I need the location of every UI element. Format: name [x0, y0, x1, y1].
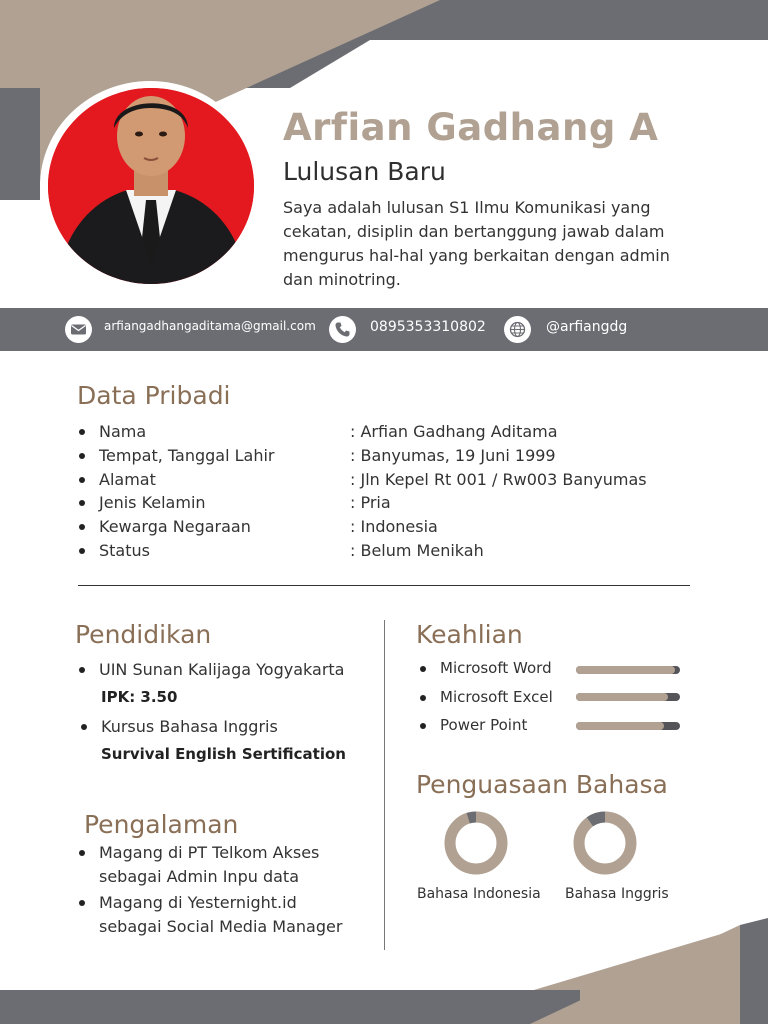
- experience-title: Pengalaman: [84, 810, 239, 839]
- education-item: UIN Sunan Kalijaga Yogyakarta: [99, 660, 345, 679]
- skill-bar: [576, 693, 680, 701]
- language-name: Bahasa Inggris: [565, 886, 669, 902]
- personal-label: Status: [99, 541, 150, 560]
- personal-value: : Banyumas, 19 Juni 1999: [350, 446, 556, 465]
- mail-icon: [65, 316, 92, 343]
- full-name: Arfian Gadhang A: [283, 106, 659, 149]
- bio-text: Saya adalah lulusan S1 Ilmu Komunikasi yang cekatan, disiplin dan bertanggung jawab dalam mengurus hal-hal yang berkaitan dengan admin dan minotring.: [283, 198, 670, 289]
- personal-label: Jenis Kelamin: [99, 493, 206, 512]
- experience-item-detail: sebagai Admin Inpu data: [99, 867, 299, 886]
- personal-label: Kewarga Negaraan: [99, 517, 251, 536]
- personal-value: : Indonesia: [350, 517, 438, 536]
- language-donut: [443, 810, 509, 876]
- phone-text[interactable]: 0895353310802: [370, 319, 486, 335]
- personal-value: : Arfian Gadhang Aditama: [350, 422, 558, 441]
- experience-item: Magang di PT Telkom Akses: [99, 843, 320, 862]
- phone-icon: [329, 316, 356, 343]
- social-text[interactable]: @arfiangdg: [546, 319, 628, 335]
- education-item: Kursus Bahasa Inggris: [101, 717, 278, 736]
- job-subtitle: Lulusan Baru: [283, 157, 446, 186]
- column-divider: [384, 620, 385, 950]
- experience-item-detail: sebagai Social Media Manager: [99, 917, 343, 936]
- language-name: Bahasa Indonesia: [417, 886, 541, 902]
- globe-icon: [504, 316, 531, 343]
- skill-name: Microsoft Word: [440, 659, 552, 677]
- experience-item: Magang di Yesternight.id: [99, 893, 297, 912]
- personal-value: : Pria: [350, 493, 391, 512]
- personal-value: : Belum Menikah: [350, 541, 484, 560]
- profile-photo: [48, 88, 254, 284]
- skills-title: Keahlian: [416, 620, 523, 649]
- personal-value: : Jln Kepel Rt 001 / Rw003 Banyumas: [350, 470, 647, 489]
- personal-label: Tempat, Tanggal Lahir: [99, 446, 275, 465]
- skill-bar: [576, 722, 680, 730]
- skill-name: Power Point: [440, 716, 528, 734]
- email-text[interactable]: arfiangadhangaditama@gmail.com: [104, 319, 316, 333]
- skill-name: Microsoft Excel: [440, 688, 553, 706]
- language-donut: [572, 810, 638, 876]
- personal-label: Nama: [99, 422, 147, 441]
- languages-title: Penguasaan Bahasa: [416, 770, 668, 799]
- skill-bar: [576, 666, 680, 674]
- skill-bar-fill: [576, 666, 675, 674]
- education-detail: Survival English Sertification: [101, 745, 346, 763]
- skill-bar-fill: [576, 693, 668, 701]
- education-detail: IPK: 3.50: [101, 688, 178, 706]
- section-divider: [78, 585, 690, 586]
- personal-data-title: Data Pribadi: [77, 381, 231, 410]
- education-title: Pendidikan: [75, 620, 212, 649]
- personal-label: Alamat: [99, 470, 156, 489]
- skill-bar-fill: [576, 722, 664, 730]
